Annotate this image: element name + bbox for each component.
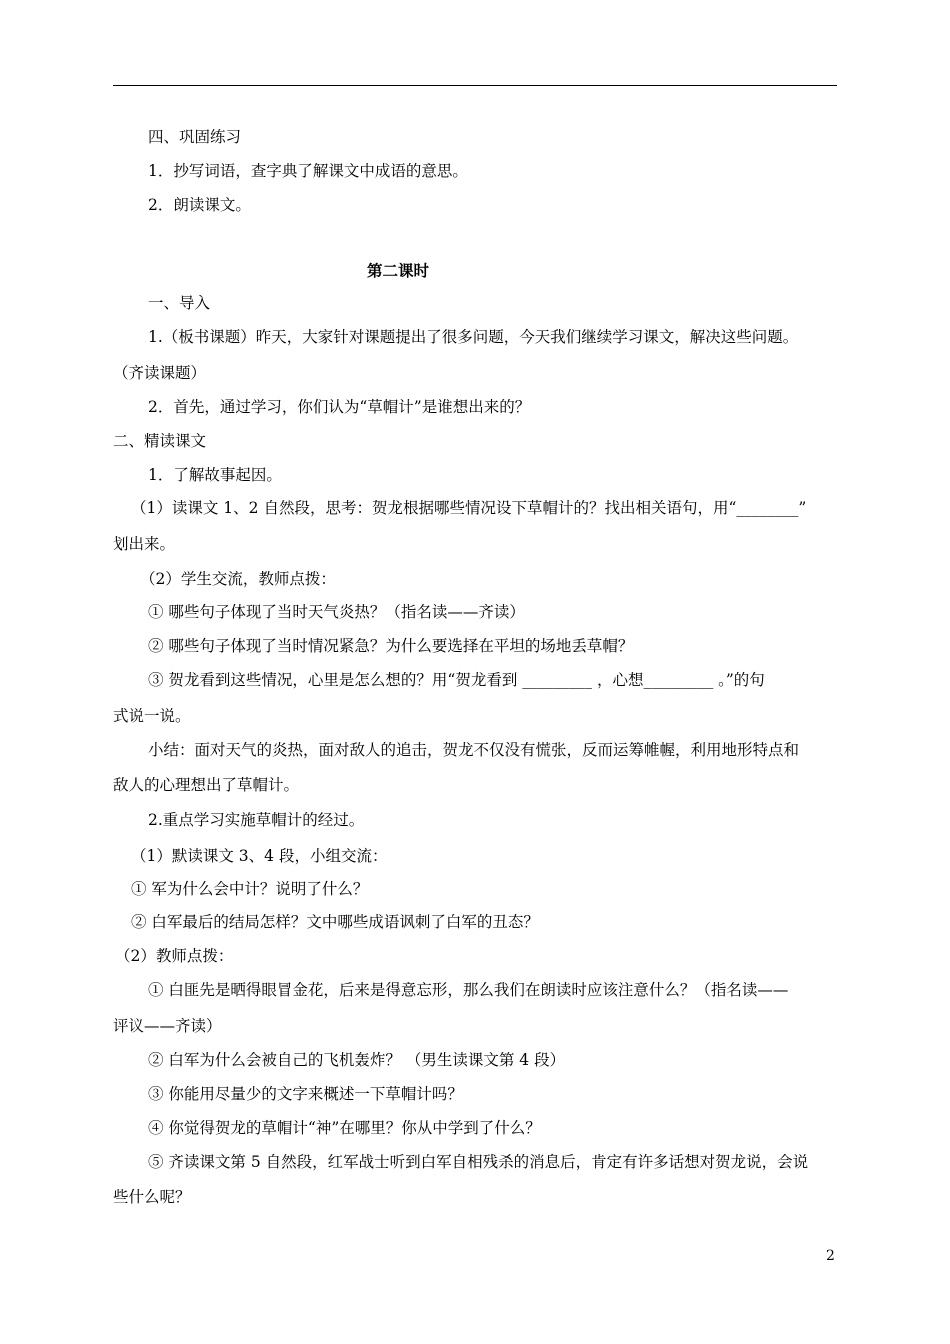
list-item: ③ 贺龙看到这些情况，心里是怎么想的？用“贺龙看到 _________ ，心想_________ 。”的句	[148, 671, 765, 689]
paragraph-line: （1）读课文 1、2 自然段，思考：贺龙根据哪些情况设下草帽计的？找出相关语句，用“________”	[131, 499, 807, 517]
paragraph-line: 式说一说。	[113, 707, 191, 725]
paragraph-line: 些什么呢？	[113, 1188, 191, 1206]
header-rule	[113, 85, 837, 86]
paragraph-line: 2.重点学习实施草帽计的经过。	[148, 811, 365, 829]
paragraph-line: （2）教师点拨：	[115, 947, 234, 965]
list-item: ② 白军为什么会被自己的飞机轰炸？ （男生读课文第 4 段）	[148, 1051, 566, 1069]
list-item: ① 哪些句子体现了当时天气炎热？（指名读——齐读）	[148, 603, 525, 621]
paragraph-line: （齐读课题）	[113, 364, 207, 382]
paragraph-line: （2）学生交流，教师点拨：	[140, 570, 336, 588]
paragraph-line: 1．抄写词语，查字典了解课文中成语的意思。	[148, 162, 468, 180]
paragraph-line: （1）默读课文 3、4 段，小组交流：	[131, 847, 388, 865]
section-heading: 二、精读课文	[113, 432, 207, 450]
paragraph-line: 1．了解故事起因。	[148, 466, 282, 484]
list-item: ④ 你觉得贺龙的草帽计“神”在哪里？你从中学到了什么？	[148, 1119, 541, 1137]
paragraph-line: 2．朗读课文。	[148, 196, 251, 214]
list-item: ⑤ 齐读课文第 5 自然段，红军战士听到白军自相残杀的消息后，肯定有许多话想对贺龙说，会说	[148, 1153, 809, 1171]
list-item: ① 白匪先是晒得眼冒金花，后来是得意忘形，那么我们在朗读时应该注意什么？（指名读——	[148, 981, 789, 999]
section-heading: 四、巩固练习	[148, 128, 242, 146]
page-number: 2	[826, 1248, 835, 1264]
paragraph-line: 1.（板书课题）昨天，大家针对课题提出了很多问题，今天我们继续学习课文，解决这些问题。	[148, 328, 799, 346]
paragraph-line: 2．首先，通过学习，你们认为“草帽计”是谁想出来的？	[148, 398, 531, 416]
paragraph-line: 评议——齐读）	[113, 1017, 222, 1035]
list-item: ③ 你能用尽量少的文字来概述一下草帽计吗？	[148, 1085, 463, 1103]
paragraph-line: 划出来。	[113, 535, 176, 553]
paragraph-line: 小结：面对天气的炎热，面对敌人的追击，贺龙不仅没有慌张，反而运筹帷幄，利用地形特点和	[148, 741, 800, 759]
paragraph-line: 敌人的心理想出了草帽计。	[113, 776, 300, 794]
list-item: ② 白军最后的结局怎样？文中哪些成语讽刺了白军的丑态？	[131, 913, 539, 931]
list-item: ① 军为什么会中计？说明了什么？	[131, 880, 369, 898]
list-item: ② 哪些句子体现了当时情况紧急？为什么要选择在平坦的场地丢草帽？	[148, 637, 634, 655]
section-heading: 一、导入	[148, 294, 211, 312]
lesson-title: 第二课时	[367, 261, 430, 280]
